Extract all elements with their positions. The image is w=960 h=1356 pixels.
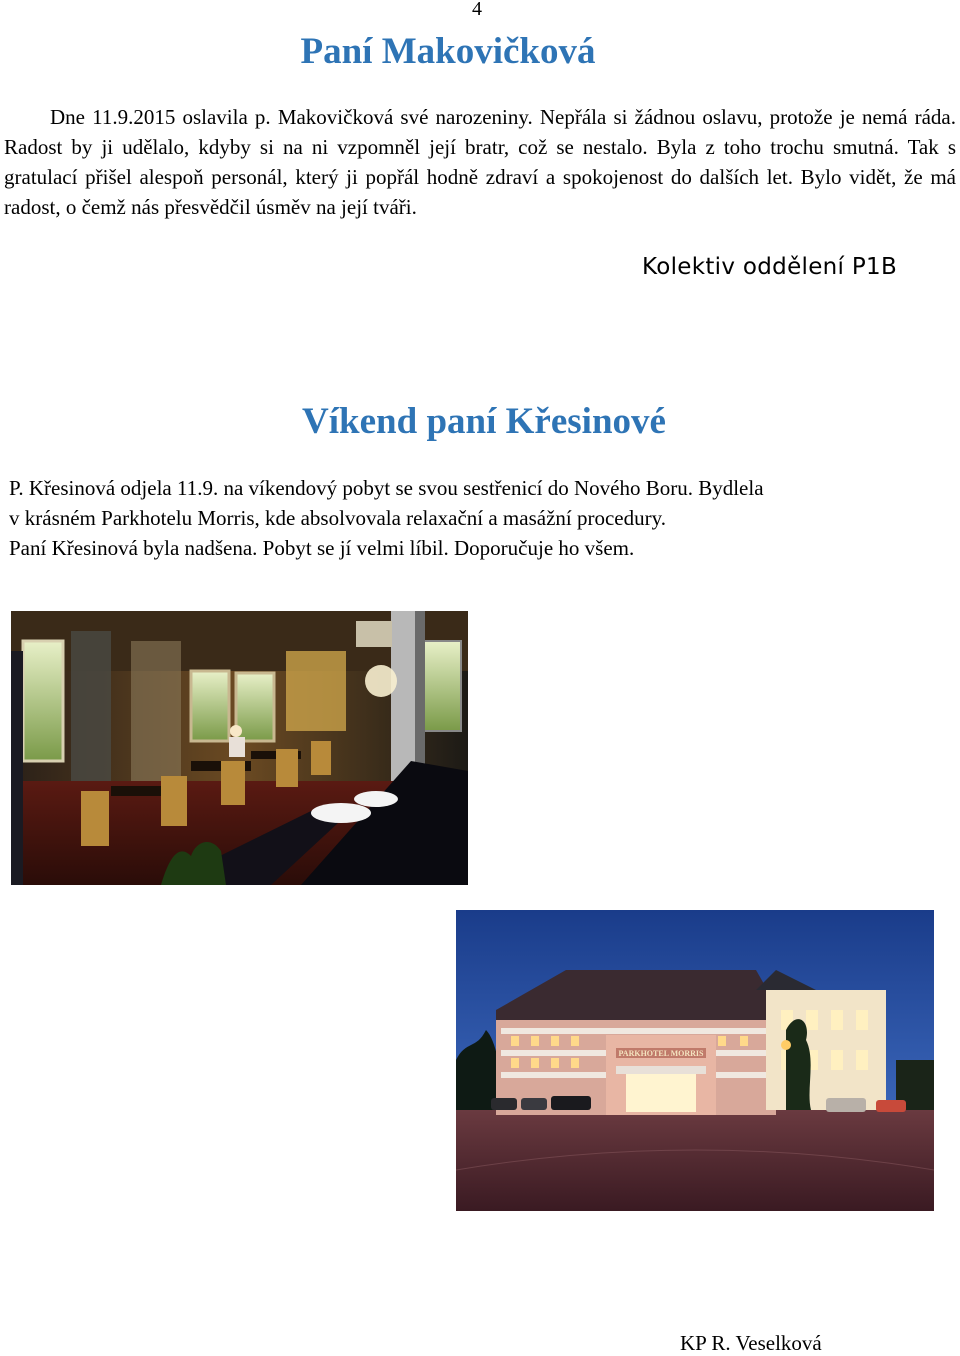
article-body-makovickova bbox=[4, 102, 956, 222]
author-credit: KP R. Veselková bbox=[680, 1331, 822, 1355]
hotel-photo bbox=[456, 910, 934, 1211]
article-body-kresinova bbox=[9, 473, 949, 563]
article-signature: Kolektiv oddělení P1B bbox=[642, 254, 898, 280]
article-title-kresinova: Víkend paní Křesinové bbox=[302, 401, 666, 442]
article-body-line: P. Křesinová odjela 11.9. na víkendový pobyt se svou sestřenicí do Nového Boru. Bydlela bbox=[9, 476, 764, 500]
page-number: 4 bbox=[472, 0, 482, 20]
restaurant-photo bbox=[11, 611, 468, 885]
article-body-text: Dne 11.9.2015 oslavila p. Makovičková své narozeniny. Nepřála si žádnou oslavu, protože je nemá ráda. Radost by ji udělalo, kdyby si na ni vzpomněl její bratr, což se nestalo. Byla z toho trochu smutná. Tak s gratulací přišel alespoň personál, který ji popřál hodně zdraví a spokojenost do dalších let. Bylo vidět, že má radost, o čemž nás přesvědčil úsměv na její tváři. bbox=[4, 105, 956, 219]
hotel-sign-text: PARKHOTEL MORRIS bbox=[618, 1049, 704, 1058]
article-title-makovickova: Paní Makovičková bbox=[300, 31, 596, 72]
article-body-line: v krásném Parkhotelu Morris, kde absolvovala relaxační a masážní procedury. bbox=[9, 506, 666, 530]
article-body-line: Paní Křesinová byla nadšena. Pobyt se jí velmi líbil. Doporučuje ho všem. bbox=[9, 536, 635, 560]
